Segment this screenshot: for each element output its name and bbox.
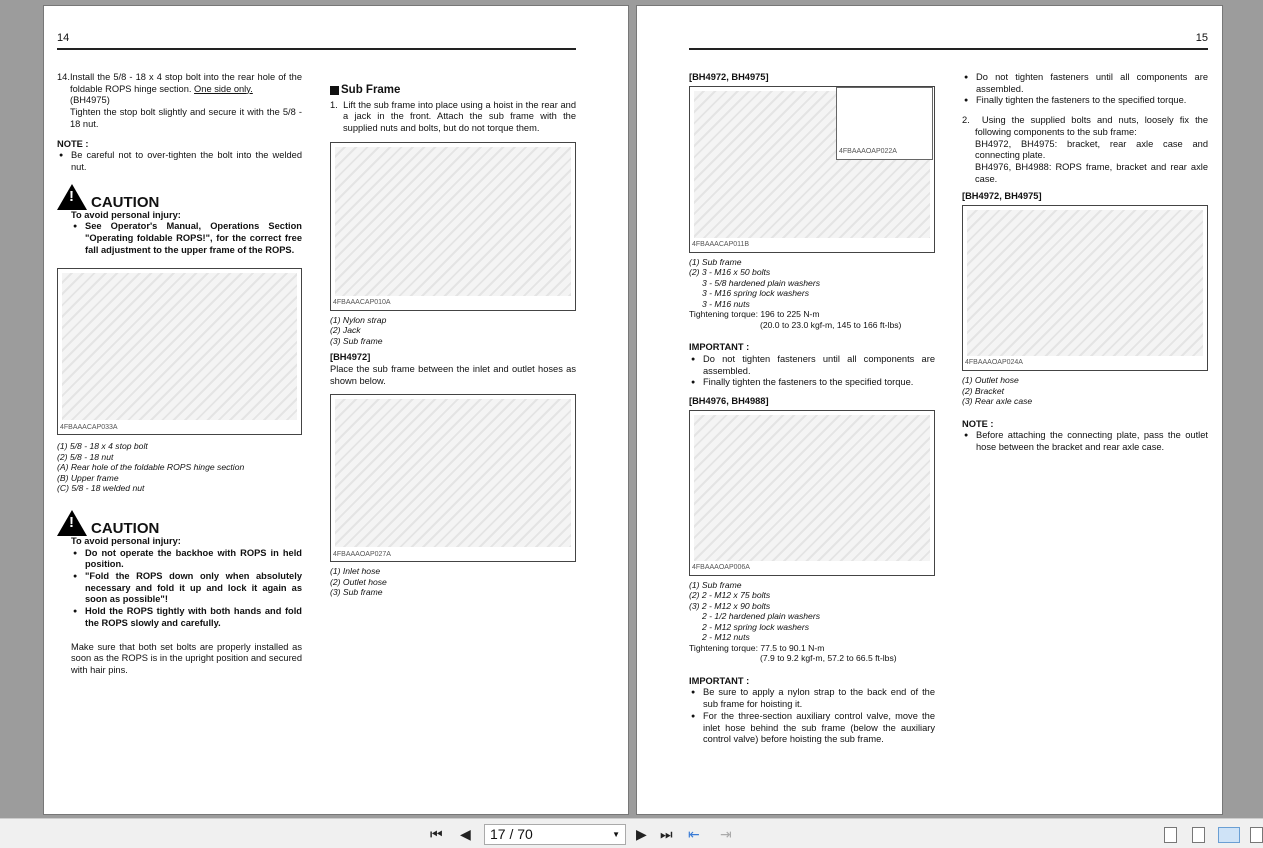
previous-page-button[interactable]: ◀ (460, 826, 471, 842)
facing-view-icon[interactable] (1218, 827, 1240, 843)
section-marker-icon (330, 86, 339, 95)
model-heading: [BH4976, BH4988] (689, 396, 769, 407)
model-heading: [BH4972, BH4975] (962, 191, 1042, 202)
figure-sub-frame-bolts: 4FBAAAOAP022A 4FBAAACAP011B (689, 86, 935, 253)
last-page-button[interactable]: ⏭ (660, 826, 673, 842)
header-rule (57, 48, 576, 50)
step-14: 14.Install the 5/8 - 18 x 4 stop bolt into the rear hole of the foldable ROPS hinge section. One side only. (BH4975) Tighten the stop bolt slightly and secure it with the 5/8 - 18 nut. (57, 72, 302, 129)
header-rule (689, 48, 1208, 50)
section-title: Sub Frame (330, 85, 576, 97)
figure-inset: 4FBAAAOAP022A (836, 87, 933, 160)
figure-captions: (1) Sub frame (2) 3 - M16 x 50 bolts 3 - 5/8 hardened plain washers 3 - M16 spring lock washers 3 - M16 nuts (689, 256, 821, 309)
chevron-down-icon: ▼ (612, 830, 620, 839)
important-item: ● Be sure to apply a nylon strap to the back end of the sub frame for hoisting it. (689, 687, 935, 710)
bh4972-text: Place the sub frame between the inlet and outlet hoses as shown below. (330, 364, 576, 386)
important-label: IMPORTANT : (689, 675, 750, 686)
caution-item: ● Do not operate the backhoe with ROPS in held position. (71, 548, 302, 571)
figure-captions: (1) Outlet hose (2) Bracket (3) Rear axle case (962, 375, 1033, 407)
caution-item: ● See Operator's Manual, Operations Section "Operating foldable ROPS!", for the correct free fall adjustment to the upper frame of the ROPS. (71, 221, 302, 256)
middle-column (330, 85, 576, 598)
figure-captions: (1) Nylon strap (2) Jack (3) Sub frame (330, 314, 387, 346)
next-page-button[interactable]: ▶ (636, 826, 647, 842)
caution-header: ! CAUTION (57, 184, 302, 210)
important-item: ● Do not tighten fasteners until all components are assembled. (689, 354, 935, 377)
figure-hoist: 4FBAAACAP010A (330, 142, 576, 311)
page-number: 14 (57, 32, 70, 44)
right-column-1 (689, 72, 935, 746)
torque-spec-alt: (20.0 to 23.0 kgf-m, 145 to 166 ft-lbs) (760, 319, 902, 330)
bullet-item: ● Finally tighten the fasteners to the specified torque. (962, 95, 1208, 107)
continuous-facing-view-icon[interactable] (1250, 827, 1263, 843)
first-page-button[interactable]: ⏮ (430, 826, 443, 842)
figure-captions: (1) Sub frame (2) 2 - M12 x 75 bolts (3) 2 - M12 x 90 bolts 2 - 1/2 hardened plain washers 2 - M12 spring lock washers 2 - M12 nuts (689, 579, 821, 643)
figure-outlet-hose: 4FBAAAOAP024A (962, 205, 1208, 371)
page-selector[interactable]: 17 / 70 ▼ (484, 824, 626, 845)
step-1: 1. Lift the sub frame into place using a hoist in the rear and a jack in the front. Attach the sub frame with the supplied nuts and bolts, but do not torque them. (330, 99, 576, 134)
caution-item: ● Hold the ROPS tightly with both hands and fold the ROPS slowly and carefully. (71, 606, 302, 629)
caution-sub: To avoid personal injury: (71, 535, 181, 546)
torque-spec: Tightening torque: 196 to 225 N-m (689, 309, 820, 320)
bullet-item: ● Do not tighten fasteners until all components are assembled. (962, 72, 1208, 95)
model-heading: [BH4972] (330, 352, 371, 363)
warning-icon: ! (57, 510, 87, 536)
continuous-view-icon[interactable] (1192, 827, 1205, 843)
caution-sub: To avoid personal injury: (71, 209, 181, 220)
pdf-page-15 (636, 5, 1223, 815)
torque-spec: Tightening torque: 77.5 to 90.1 N-m (689, 642, 825, 653)
caution-item: ● "Fold the ROPS down only when absolutely necessary and fold it up and lock it again as soon as possible"! (71, 571, 302, 606)
figure-sub-frame-m12: 4FBAAAOAP006A (689, 410, 935, 576)
model-heading: [BH4972, BH4975] (689, 72, 769, 82)
important-item: ● Finally tighten the fasteners to the specified torque. (689, 377, 935, 389)
figure-hoses: 4FBAAAOAP027A (330, 394, 576, 562)
important-item: ● For the three-section auxiliary control valve, move the inlet hose behind the sub frame (below the auxiliary control valve) before hoisting the sub frame. (689, 711, 935, 746)
closing-text: Make sure that both set bolts are properly installed as soon as the ROPS is in the upright position and secured with hair pins. (71, 641, 303, 675)
viewer-toolbar (0, 818, 1263, 848)
note-item: ● Be careful not to over-tighten the bolt into the welded nut. (57, 150, 302, 173)
go-forward-icon[interactable]: ⇥ (720, 826, 732, 842)
figure-captions: (1) 5/8 - 18 x 4 stop bolt (2) 5/8 - 18 nut (A) Rear hole of the foldable ROPS hinge section (B) Upper frame (C) 5/8 - 18 welded nut (57, 441, 245, 494)
step-2: 2. Using the supplied bolts and nuts, loosely fix the following components to the sub frame: BH4972, BH4975: bracket, rear axle case and connecting plate. BH4976, BH4988: ROPS frame, bracket and rear axle case. (962, 115, 1208, 184)
single-page-view-icon[interactable] (1164, 827, 1177, 843)
note-label: NOTE : (962, 418, 994, 429)
caution-header: ! CAUTION (57, 510, 302, 536)
note-item: ● Before attaching the connecting plate, pass the outlet hose between the bracket and rear axle case. (962, 430, 1208, 453)
go-back-icon[interactable]: ⇤ (688, 826, 700, 842)
figure-captions: (1) Inlet hose (2) Outlet hose (3) Sub frame (330, 566, 387, 598)
page-number: 15 (1195, 32, 1208, 44)
right-column-2 (962, 72, 1208, 454)
figure-rops-hinge: 4FBAAACAP033A (57, 268, 302, 435)
pdf-page-14 (43, 5, 629, 815)
left-column (57, 72, 302, 677)
note-label: NOTE : (57, 138, 89, 149)
important-label: IMPORTANT : (689, 342, 750, 353)
warning-icon: ! (57, 184, 87, 210)
torque-spec-alt: (7.9 to 9.2 kgf-m, 57.2 to 66.5 ft-lbs) (760, 653, 897, 664)
